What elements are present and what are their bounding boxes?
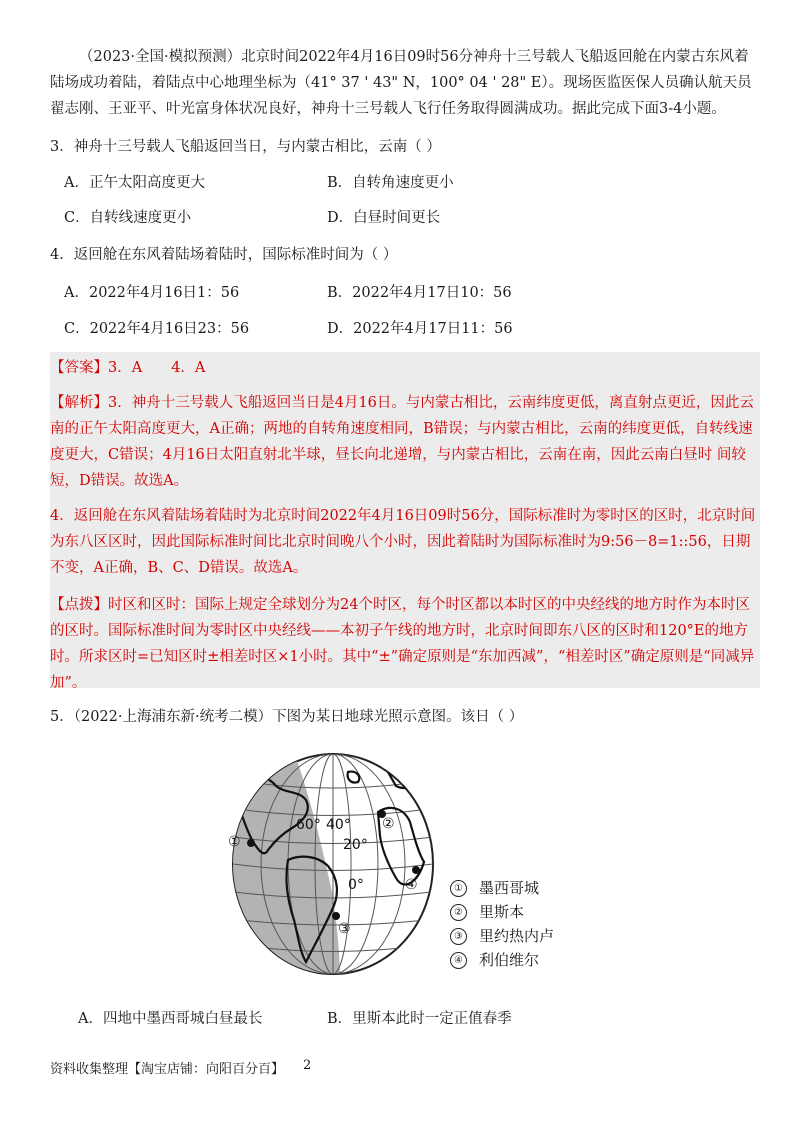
legend-num: ① (450, 880, 467, 897)
legend-name: 里约热内卢 (479, 927, 555, 945)
legend-name: 墨西哥城 (479, 879, 540, 897)
analysis-tag: 【解析】 (50, 395, 108, 411)
q4-option-d[interactable]: D．2022年4月17日11：56 (327, 321, 513, 337)
legend-item (450, 876, 554, 900)
analysis-4: 4．返回舱在东风着陆场着陆时为北京时间2022年4月16日09时56分，国际标准时为零时区的区时，北京时间为东八区区时，因此国际标准时间比北京时间晚八个小时，因此着陆时为国际标准时为9:56－8=1::56，日期不变，A正确，B、C、D错误。故选A。 (50, 508, 756, 576)
answer-tag: 【答案】 (50, 360, 108, 376)
lat-label-20: 20° (343, 837, 368, 853)
marker-mexico-city-dot (247, 839, 255, 847)
legend-name: 利伯维尔 (479, 951, 540, 969)
marker-libreville-dot (412, 866, 420, 874)
q3-stem: 3．神舟十三号载人飞船返回当日，与内蒙古相比，云南（ ） (50, 139, 441, 155)
lat-label-40: 40° (326, 817, 351, 833)
legend-item (450, 948, 554, 972)
legend-num: ② (450, 904, 467, 921)
lat-label-60: 60° (296, 817, 321, 833)
q4-option-c[interactable]: C．2022年4月16日23：56 (64, 321, 250, 337)
answer-line (50, 355, 758, 381)
figure-legend (450, 876, 554, 972)
q4-option-a[interactable]: A．2022年4月16日1：56 (64, 285, 240, 301)
legend-num: ④ (450, 952, 467, 969)
globe-svg (228, 742, 438, 982)
marker-rio-dot (332, 912, 340, 920)
q5-option-b[interactable]: B．里斯本此时一定正值春季 (327, 1011, 512, 1027)
legend-num: ③ (450, 928, 467, 945)
q3-option-a[interactable]: A．正午太阳高度更大 (64, 175, 205, 191)
q3-option-d[interactable]: D．白昼时间更长 (327, 210, 441, 226)
analysis-3 (50, 390, 758, 494)
earth-illumination-figure (228, 742, 438, 982)
analysis-3-text: 3．神舟十三号载人飞船返回当日是4月16日。与内蒙古相比，云南纬度更低，离直射点更近，因此云南的正午太阳高度更大，A正确；两地的自转角速度相同，B错误；与内蒙古相比，云南的纬度更低，自转线速度更大，C错误；4月16日太阳直射北半球，昼长向北递增，与内蒙古相比，云南在南，因此云南白昼时 间较短，D错误。故选A。 (50, 395, 754, 489)
marker-4: ④ (405, 877, 418, 893)
legend-item (450, 900, 554, 924)
tip (50, 592, 758, 696)
q3-option-b[interactable]: B．自转角速度更小 (327, 175, 454, 191)
intro-paragraph: （2023·全国·模拟预测）北京时间2022年4月16日09时56分神舟十三号载人飞船返回舱在内蒙古东风着陆场成功着陆，着陆点中心地理坐标为（41° 37 ' 43" N，100° 04 ' 28" E）。现场医监医保人员确认航天员翟志刚、王亚平、叶光富身体状况良好，神舟十三号载人飞行任务取得圆满成功。据此完成下面3-4小题。 (50, 49, 752, 117)
marker-2: ② (382, 816, 395, 832)
tip-tag: 【点拨】 (50, 597, 108, 613)
q4-option-b[interactable]: B．2022年4月17日10：56 (327, 285, 512, 301)
q4-stem: 4．返回舱在东风着陆场着陆时，国际标准时间为（ ） (50, 247, 398, 263)
answer-text: 3．A 4．A (108, 360, 206, 376)
legend-item (450, 924, 554, 948)
marker-3: ③ (338, 921, 351, 937)
q5-option-a[interactable]: A．四地中墨西哥城白昼最长 (78, 1011, 263, 1027)
lat-label-0: 0° (348, 877, 364, 893)
page-number: 2 (303, 1058, 312, 1073)
tip-text: 时区和区时：国际上规定全球划分为24个时区，每个时区都以本时区的中央经线的地方时作为本时区的区时。国际标准时间为零时区中央经线——本初子午线的地方时，北京时间即东八区的区时和120°E的地方时。所求区时=已知区时±相差时区×1小时。其中“±”确定原则是“东加西减”，“相差时区”确定原则是“同减异加”。 (50, 597, 755, 691)
footer-text: 资料收集整理【淘宝店铺：向阳百分百】 (50, 1062, 285, 1077)
q3-option-c[interactable]: C．自转线速度更小 (64, 210, 192, 226)
marker-1: ① (228, 834, 241, 850)
q5-stem: 5．（2022·上海浦东新·统考二模）下图为某日地球光照示意图。该日（ ） (50, 709, 524, 725)
legend-name: 里斯本 (479, 903, 525, 921)
page-footer (50, 1058, 312, 1077)
